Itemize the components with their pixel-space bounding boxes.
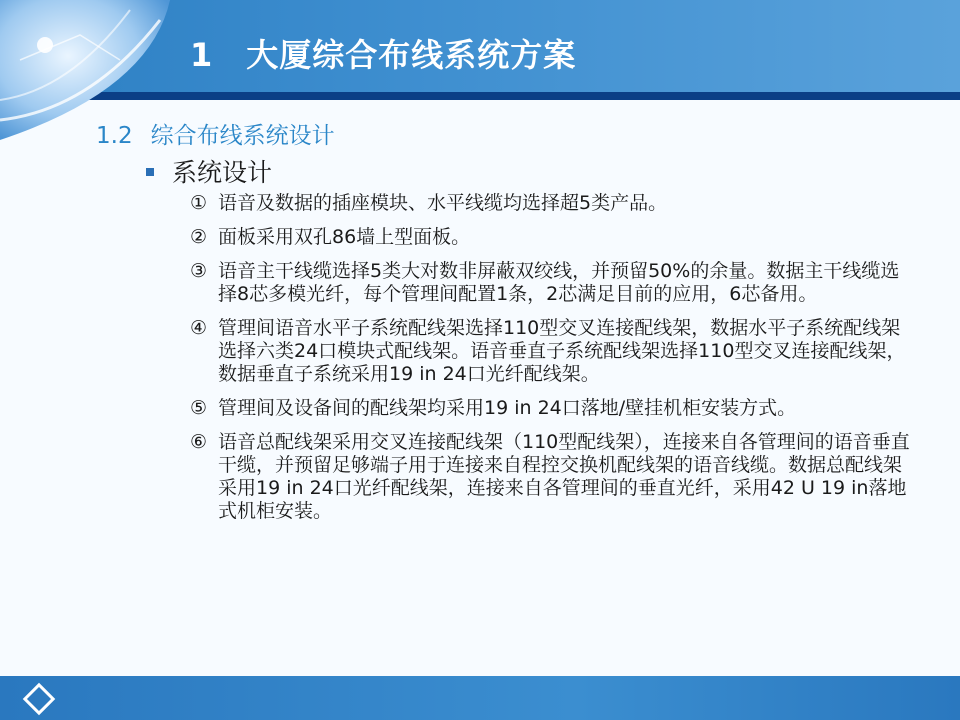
section-title: 综合布线系统设计 [150, 123, 335, 149]
item-mark: ⑤ [190, 397, 208, 419]
item-text: 管理间及设备间的配线架均采用19 in 24口落地/壁挂机柜安装方式。 [218, 397, 797, 419]
item-mark: ② [190, 226, 208, 248]
square-bullet-icon [146, 168, 154, 176]
list-item [190, 192, 910, 215]
list-item [190, 260, 910, 306]
level1-heading [146, 153, 272, 189]
list-item [190, 317, 910, 386]
list-item [190, 431, 910, 523]
item-text: 面板采用双孔86墙上型面板。 [218, 226, 471, 248]
diamond-icon [22, 682, 56, 716]
item-text: 语音及数据的插座模块、水平线缆均选择超5类产品。 [218, 192, 668, 214]
page-title: 1 大厦综合布线系统方案 [190, 36, 577, 74]
item-mark: ④ [190, 317, 208, 339]
section-number: 1.2 [96, 123, 133, 149]
list-item [190, 397, 910, 420]
list-item [190, 226, 910, 249]
section-heading [96, 117, 335, 150]
item-text: 管理间语音水平子系统配线架选择110型交叉连接配线架，数据水平子系统配线架选择六类24口模块式配线架。语音垂直子系统配线架选择110型交叉连接配线架，数据垂直子系统采用19 in 24口光纤配线架。 [218, 317, 906, 385]
design-items-list [190, 192, 910, 534]
item-mark: ⑥ [190, 431, 208, 453]
item-text: 语音主干线缆选择5类大对数非屏蔽双绞线，并预留50%的余量。数据主干线缆选择8芯多模光纤，每个管理间配置1条，2芯满足目前的应用，6芯备用。 [218, 260, 900, 305]
item-text: 语音总配线架采用交叉连接配线架（110型配线架），连接来自各管理间的语音垂直干缆，并预留足够端子用于连接来自程控交换机配线架的语音线缆。数据总配线架采用19 in 24口光纤配线架，连接来自各管理间的垂直光纤，采用42 U 19 in落地式机柜安装。 [218, 431, 910, 522]
item-mark: ③ [190, 260, 208, 282]
item-mark: ① [190, 192, 208, 214]
level1-text: 系统设计 [172, 158, 273, 187]
footer-bar [0, 676, 960, 720]
